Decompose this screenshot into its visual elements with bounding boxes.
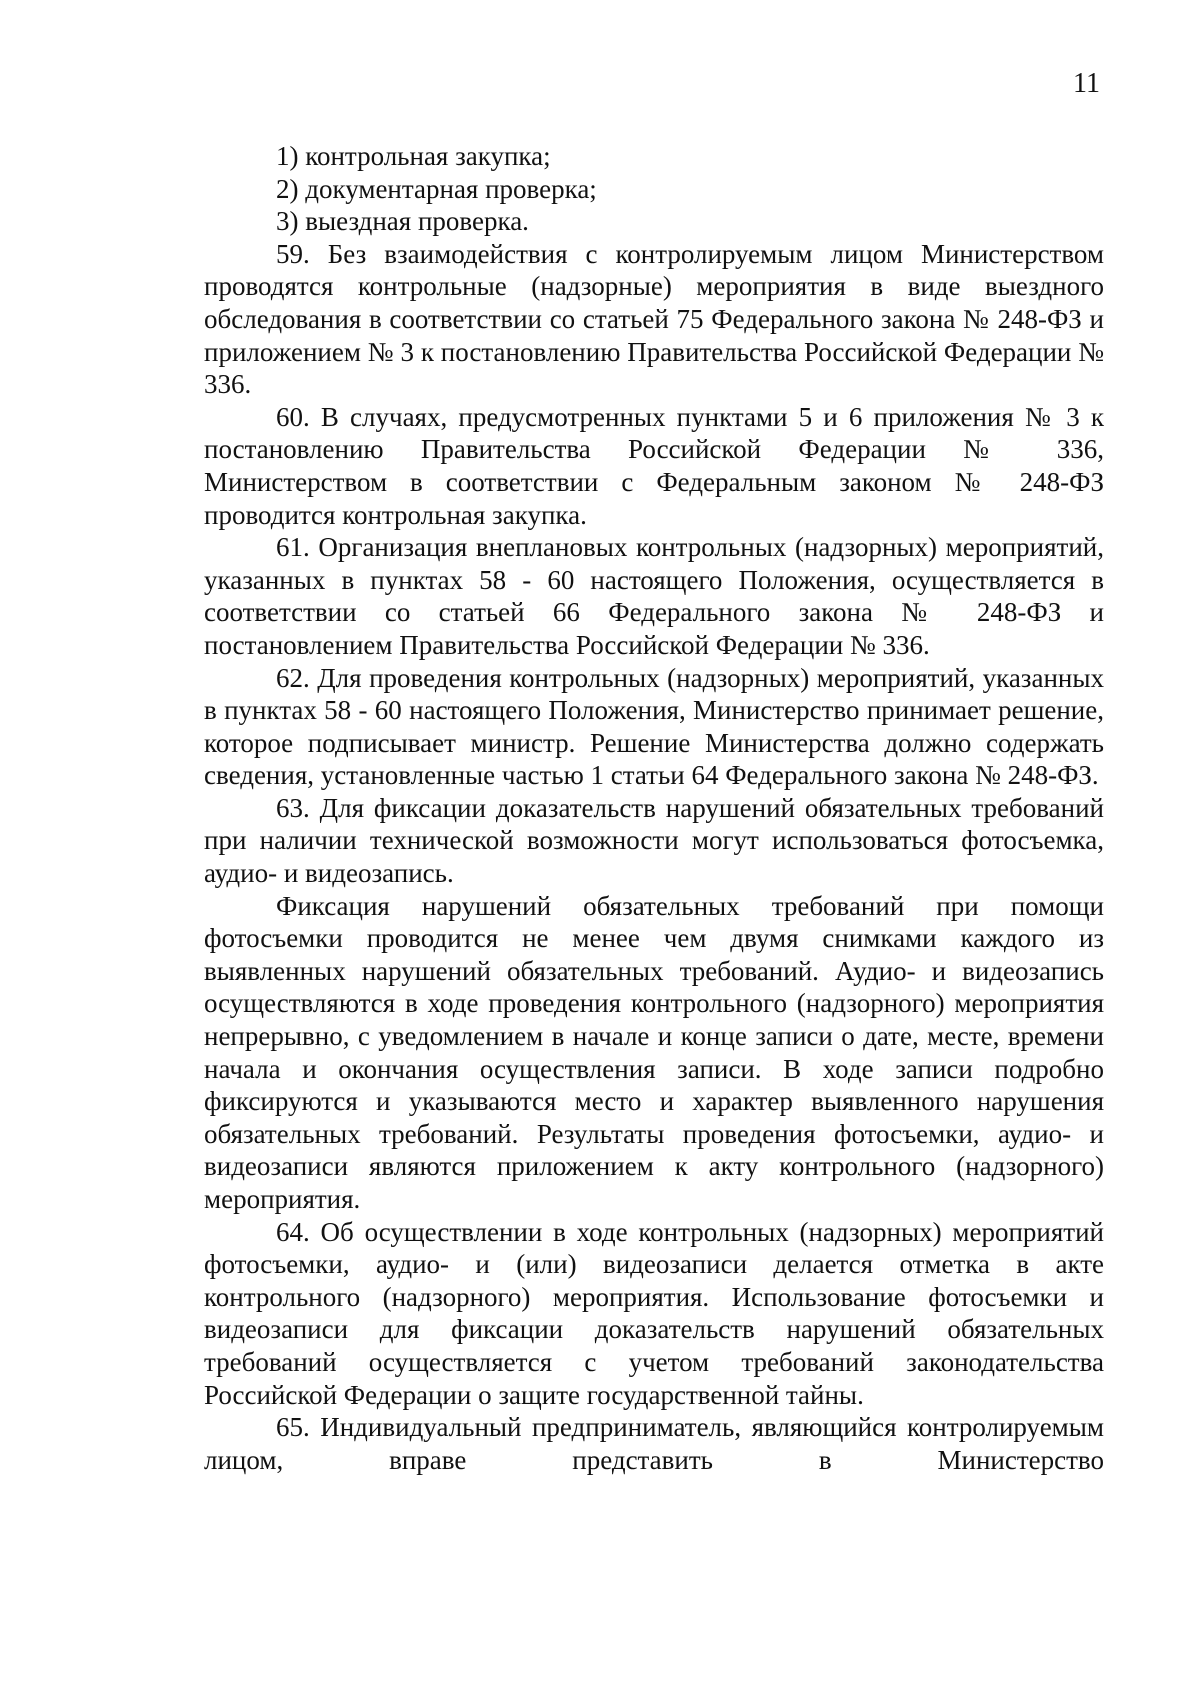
paragraph-59: 59. Без взаимодействия с контролируемым лицом Министерством проводятся контрольные (надзорные) мероприятия в виде выездного обследования в соответствии со статьей 75 Федерального закона № 248-ФЗ и приложением № 3 к постановлению Правительства Российской Федерации № 336. [204, 238, 1104, 400]
paragraph-63-fixation: Фиксация нарушений обязательных требований при помощи фотосъемки проводится не менее чем двумя снимками каждого из выявленных нарушений обязательных требований. Аудио- и видеозапись осуществляются в ходе проведения контрольного (надзорного) мероприятия непрерывно, с уведомлением в начале и конце записи о дате, месте, времени начала и окончания осуществления записи. В ходе записи подробно фиксируются и указываются место и характер выявленного нарушения обязательных требований. Результаты проведения фотосъемки, аудио- и видеозаписи являются приложением к акту контрольного (надзорного) мероприятия. [204, 890, 1104, 1214]
paragraph-62: 62. Для проведения контрольных (надзорных) мероприятий, указанных в пунктах 58 - 60 настоящего Положения, Министерство принимает решение, которое подписывает министр. Решение Министерства должно содержать сведения, установленные частью 1 статьи 64 Федерального закона № 248-ФЗ. [204, 662, 1104, 791]
paragraph-63: 63. Для фиксации доказательств нарушений обязательных требований при наличии технической возможности могут использоваться фотосъемка, аудио- и видеозапись. [204, 792, 1104, 889]
list-item-field-inspection: 3) выездная проверка. [276, 206, 529, 237]
paragraph-64: 64. Об осуществлении в ходе контрольных (надзорных) мероприятий фотосъемки, аудио- и (или) видеозаписи делается отметка в акте контрольного (надзорного) мероприятия. Использование фотосъемки и видеозаписи для фиксации доказательств нарушений обязательных требований осуществляется с учетом требований законодательства Российской Федерации о защите государственной тайны. [204, 1216, 1104, 1410]
paragraph-60: 60. В случаях, предусмотренных пунктами 5 и 6 приложения № 3 к постановлению Правительства Российской Федерации № 336, Министерством в соответствии с Федеральным законом № 248-ФЗ проводится контрольная закупка. [204, 401, 1104, 530]
paragraph-65: 65. Индивидуальный предприниматель, являющийся контролируемым лицом, вправе представить в Министерство [204, 1412, 1104, 1475]
document-body [204, 140, 1104, 1476]
list-item-control-purchase: 1) контрольная закупка; [276, 141, 551, 171]
page-number: 11 [1073, 68, 1100, 99]
paragraph-61: 61. Организация внеплановых контрольных (надзорных) мероприятий, указанных в пунктах 58 - 60 настоящего Положения, осуществляется в соответствии со статьей 66 Федерального закона № 248-ФЗ и постановлением Правительства Российской Федерации № 336. [204, 532, 1104, 660]
list-item-documentary-inspection: 2) документарная проверка; [276, 173, 597, 204]
